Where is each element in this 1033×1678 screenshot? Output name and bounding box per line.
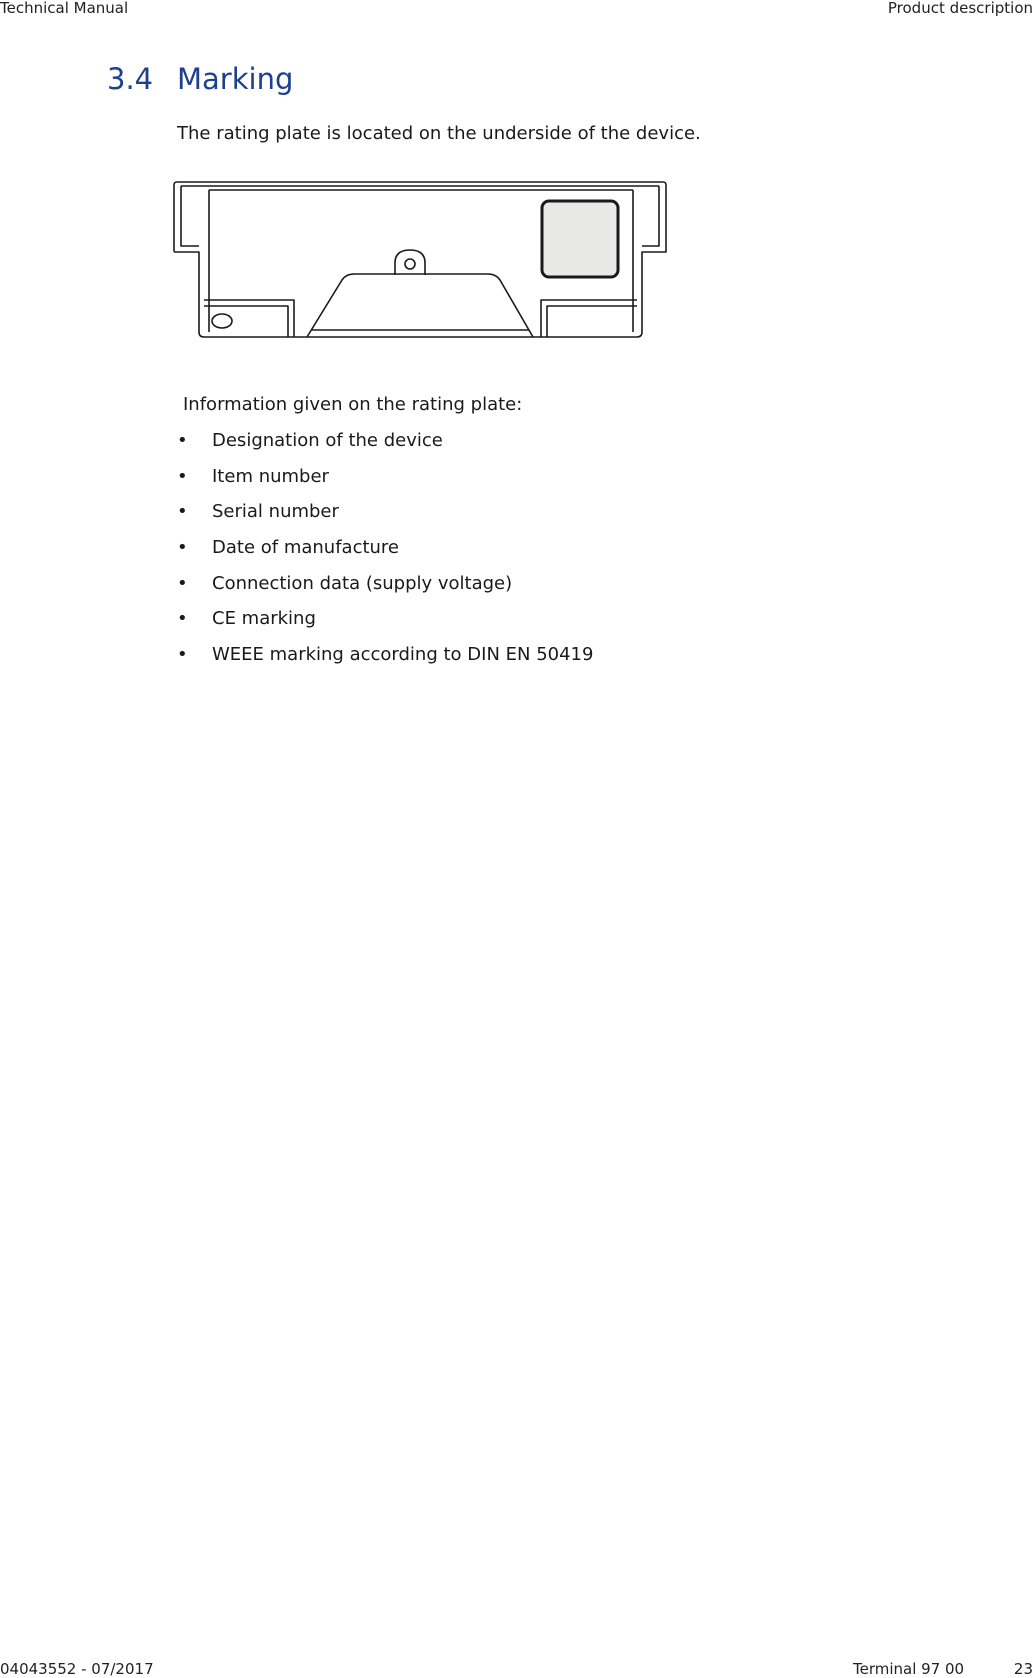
footer-document-number: 04043552 - 07/2017 bbox=[0, 1660, 154, 1678]
bullet-icon: • bbox=[177, 430, 188, 451]
rating-plate bbox=[542, 201, 618, 277]
bullet-icon: • bbox=[177, 572, 188, 594]
bullet-icon: • bbox=[177, 608, 188, 630]
section-number: 3.4 bbox=[107, 62, 154, 96]
section-title: Marking bbox=[177, 62, 294, 96]
bullet-icon: • bbox=[177, 644, 188, 666]
device-underside-illustration bbox=[170, 180, 670, 355]
bullet-icon: • bbox=[177, 501, 188, 523]
intro-paragraph: The rating plate is located on the underside of the device. bbox=[177, 123, 701, 144]
bullet-icon: • bbox=[177, 465, 188, 487]
left-foot-hole bbox=[212, 314, 232, 328]
screw-hole bbox=[405, 259, 415, 269]
right-foot bbox=[541, 300, 637, 337]
rating-plate-info-label: Information given on the rating plate: bbox=[183, 394, 523, 415]
left-foot bbox=[204, 300, 294, 337]
bullet-icon: • bbox=[177, 537, 188, 559]
footer-page-number: 23 bbox=[1013, 1660, 1033, 1678]
header-manual-title: Technical Manual bbox=[0, 0, 129, 17]
cable-recess bbox=[307, 274, 533, 337]
header-chapter-title: Product description bbox=[887, 0, 1033, 17]
screw-boss bbox=[395, 250, 425, 275]
footer-product-name: Terminal 97 00 bbox=[853, 1660, 965, 1678]
